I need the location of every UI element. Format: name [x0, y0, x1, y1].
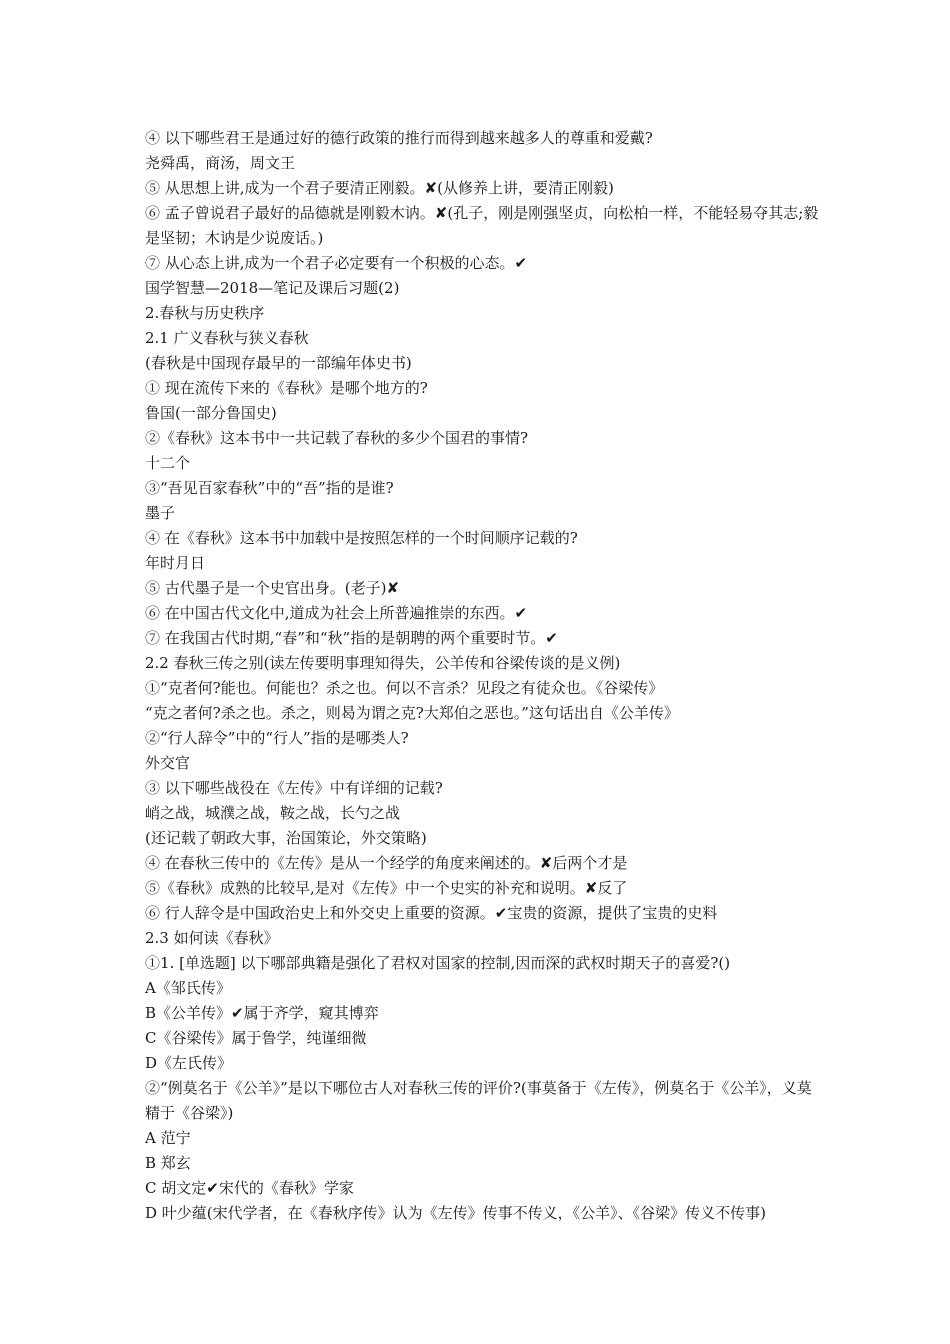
option-line: B《公羊传》✔属于齐学，窥其博弈	[145, 1004, 379, 1022]
question-line: ⑥ 在中国古代文化中,道成为社会上所普遍推崇的东西。✔	[145, 604, 528, 622]
subsection-heading: 2.1 广义春秋与狭义春秋	[145, 329, 309, 347]
question-line: ⑤《春秋》成熟的比较早,是对《左传》中一个史实的补充和说明。✘反了	[145, 879, 628, 897]
option-line: A《邹氏传》	[145, 979, 231, 997]
text-line: 尧舜禹，商汤，周文王	[145, 154, 296, 172]
answer-line: 十二个	[145, 454, 191, 472]
text-line: ④ 以下哪些君王是通过好的德行政策的推行而得到越来越多人的尊重和爱戴?	[145, 129, 653, 147]
text-line: 国学智慧—2018—笔记及课后习题(2)	[145, 279, 400, 297]
question-line: ④ 在《春秋》这本书中加载中是按照怎样的一个时间顺序记载的?	[145, 529, 578, 547]
text-line: (春秋是中国现存最早的一部编年体史书)	[145, 354, 412, 372]
option-line: C《谷梁传》属于鲁学，纯谨细微	[145, 1029, 367, 1047]
document-body	[145, 126, 820, 1226]
answer-line: 外交官	[145, 754, 191, 772]
section-heading: 2.春秋与历史秩序	[145, 304, 265, 322]
option-line: B 郑玄	[145, 1154, 191, 1172]
question-line: ①1. [单选题] 以下哪部典籍是强化了君权对国家的控制,因而深的武权时期天子的喜爱?()	[145, 954, 731, 972]
option-line: C 胡文定✔宋代的《春秋》学家	[145, 1179, 354, 1197]
answer-line: 峭之战，城濮之战，鞍之战，长勺之战	[145, 804, 401, 822]
text-line: ⑤ 从思想上讲,成为一个君子要清正刚毅。✘(从修养上讲，要清正刚毅)	[145, 179, 614, 197]
question-line: ①“克者何?能也。何能也？杀之也。何以不言杀？见段之有徒众也。《谷梁传》	[145, 679, 664, 697]
question-line: ① 现在流传下来的《春秋》是哪个地方的?	[145, 379, 428, 397]
question-line: ③ 以下哪些战役在《左传》中有详细的记载?	[145, 779, 443, 797]
question-line: ④ 在春秋三传中的《左传》是从一个经学的角度来阐述的。✘后两个才是	[145, 854, 628, 872]
text-line: “克之者何?杀之也。杀之，则曷为谓之克?大郑伯之恶也。”这句话出自《公羊传》	[145, 704, 679, 722]
question-line: ③“吾见百家春秋”中的“吾”指的是谁?	[145, 479, 394, 497]
subsection-heading: 2.2 春秋三传之别(读左传要明事理知得失，公羊传和谷梁传谈的是义例)	[145, 654, 621, 672]
question-line: ②“例莫名于《公羊》”是以下哪位古人对春秋三传的评价?(事莫备于《左传》，例莫名于《公羊》，义莫精于《谷梁》)	[145, 1079, 812, 1122]
question-line: ⑥ 行人辞令是中国政治史上和外交史上重要的资源。✔宝贵的资源，提供了宝贵的史料	[145, 904, 718, 922]
question-line: ⑤ 古代墨子是一个史官出身。(老子)✘	[145, 579, 400, 597]
subsection-heading: 2.3 如何读《春秋》	[145, 929, 279, 947]
text-line: (还记载了朝政大事，治国策论，外交策略)	[145, 829, 427, 847]
option-line: D 叶少蕴(宋代学者，在《春秋序传》认为《左传》传事不传义，《公羊》、《谷梁》传义不传事)	[145, 1204, 767, 1222]
answer-line: 鲁国(一部分鲁国史)	[145, 404, 277, 422]
question-line: ②“行人辞令”中的“行人”指的是哪类人?	[145, 729, 409, 747]
answer-line: 年时月日	[145, 554, 206, 572]
question-line: ②《春秋》这本书中一共记载了春秋的多少个国君的事情?	[145, 429, 529, 447]
option-line: A 范宁	[145, 1129, 191, 1147]
text-line: ⑦ 从心态上讲,成为一个君子必定要有一个积极的心态。✔	[145, 254, 528, 272]
option-line: D《左氏传》	[145, 1054, 233, 1072]
question-line: ⑦ 在我国古代时期,“春”和“秋”指的是朝聘的两个重要时节。✔	[145, 629, 558, 647]
text-line: ⑥ 孟子曾说君子最好的品德就是刚毅木讷。✘(孔子，刚是刚强坚贞，向松柏一样，不能轻易夺其志;毅是坚韧；木讷是少说废话。)	[145, 204, 819, 247]
answer-line: 墨子	[145, 504, 176, 522]
